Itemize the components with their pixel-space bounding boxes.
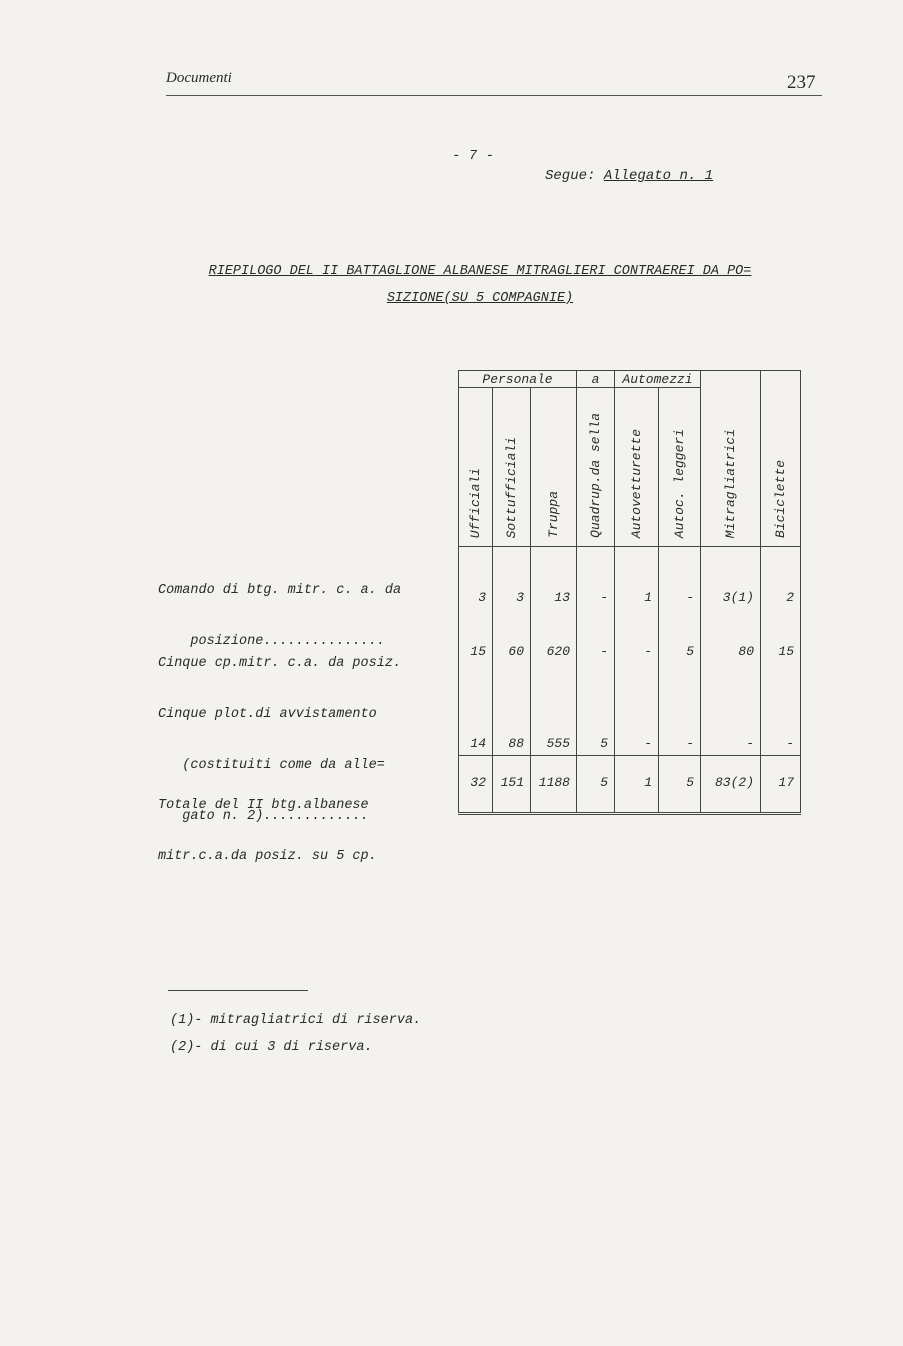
table-cell: 1 (615, 547, 659, 610)
table-cell: - (615, 609, 659, 663)
total-cell: 5 (577, 756, 615, 814)
table-cell: 3 (459, 547, 493, 610)
col-header-text: Autoc. leggeri (672, 428, 687, 538)
row-label-line: (costituiti come da alle= (158, 758, 385, 773)
table-cell: - (659, 547, 701, 610)
col-header-text: Mitragliatrici (723, 428, 738, 538)
table-cell: 5 (577, 663, 615, 756)
row-label-totale (158, 763, 377, 882)
row-label-line: gato n. 2)............. (158, 809, 369, 824)
table-cell: 555 (531, 663, 577, 756)
group-header-row (459, 371, 801, 388)
col-header-biciclette (761, 388, 801, 547)
running-header-title: Documenti (166, 70, 232, 86)
table-cell: 80 (701, 609, 761, 663)
page-marker: - 7 - (452, 148, 495, 164)
col-header-ufficiali (459, 388, 493, 547)
table-cell: - (577, 547, 615, 610)
table-cell: 2 (761, 547, 801, 610)
document-title-line-2: SIZIONE(SU 5 COMPAGNIE) (386, 291, 574, 306)
table-cell: 15 (761, 609, 801, 663)
page-number: 237 (787, 72, 816, 93)
col-header-autovetturette (615, 388, 659, 547)
col-header-truppa (531, 388, 577, 547)
summary-table (458, 370, 801, 815)
group-personale: Personale (459, 371, 577, 388)
row-label-line: mitr.c.a.da posiz. su 5 cp. (158, 849, 377, 864)
total-cell: 1 (615, 756, 659, 814)
header-rule (166, 95, 822, 96)
col-header-text: Sottufficiali (504, 436, 519, 538)
table-row (459, 609, 801, 663)
total-cell: 32 (459, 756, 493, 814)
table-cell: 15 (459, 609, 493, 663)
table-cell: 13 (531, 547, 577, 610)
col-header-text: Autovetturette (629, 428, 644, 538)
table-row (459, 663, 801, 756)
row-label-line: Cinque plot.di avvistamento (158, 707, 377, 722)
footnote-rule (168, 990, 308, 991)
row-label-line: Comando di btg. mitr. c. a. da (158, 583, 402, 598)
col-header-quadrup (577, 388, 615, 547)
table-cell: 60 (493, 609, 531, 663)
segue-attachment-ref: Allegato n. 1 (603, 168, 714, 184)
total-cell: 83(2) (701, 756, 761, 814)
total-cell: 17 (761, 756, 801, 814)
table-cell: - (615, 663, 659, 756)
total-row (459, 756, 801, 814)
col-header-text: Truppa (546, 491, 561, 538)
document-title (170, 258, 790, 312)
group-quadrup: a (577, 371, 615, 388)
table-cell: 620 (531, 609, 577, 663)
group-automezzi: Automezzi (615, 371, 701, 388)
segue-reference (545, 168, 713, 184)
group-blank (761, 371, 801, 388)
table-cell: - (659, 663, 701, 756)
total-cell: 5 (659, 756, 701, 814)
table-row (459, 547, 801, 610)
total-cell: 151 (493, 756, 531, 814)
col-header-text: Ufficiali (468, 467, 483, 538)
segue-prefix: Segue: (545, 168, 596, 184)
total-cell: 1188 (531, 756, 577, 814)
col-header-mitragliatrici (701, 388, 761, 547)
table-cell: 14 (459, 663, 493, 756)
row-label-line: posizione............... (158, 634, 385, 649)
table-cell: 88 (493, 663, 531, 756)
row-label-line: Totale del II btg.albanese (158, 798, 369, 813)
table-cell: - (761, 663, 801, 756)
group-blank (701, 371, 761, 388)
row-label-line: Cinque cp.mitr. c.a. da posiz. (158, 656, 402, 671)
document-title-line-1: RIEPILOGO DEL II BATTAGLIONE ALBANESE MITRAGLIERI CONTRAEREI DA PO= (208, 264, 752, 279)
table-cell: - (577, 609, 615, 663)
col-header-sottufficiali (493, 388, 531, 547)
col-header-text: Biciclette (773, 459, 788, 538)
col-header-autoc-leggeri (659, 388, 701, 547)
table-cell: - (701, 663, 761, 756)
table-cell: 3 (493, 547, 531, 610)
col-header-text: Quadrup.da sella (588, 413, 603, 538)
footnote-2: (2)- di cui 3 di riserva. (170, 1040, 373, 1055)
table-cell: 3(1) (701, 547, 761, 610)
column-header-row (459, 388, 801, 547)
footnote-1: (1)- mitragliatrici di riserva. (170, 1013, 422, 1028)
table-cell: 5 (659, 609, 701, 663)
